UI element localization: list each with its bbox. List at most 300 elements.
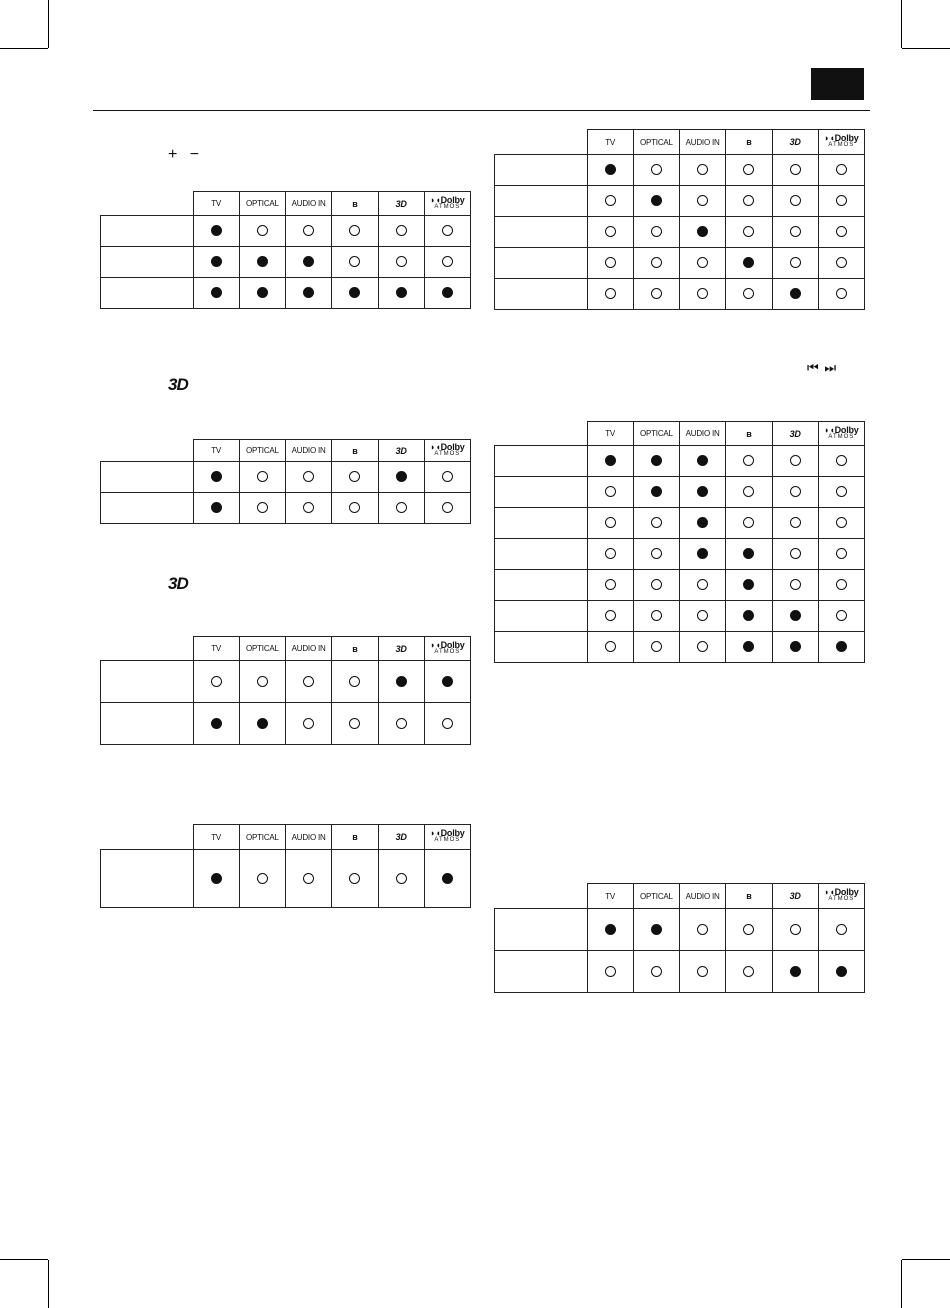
led-row	[495, 601, 865, 632]
led-off-indicator	[651, 257, 662, 268]
corner-cell	[495, 130, 588, 155]
led-cell	[239, 216, 285, 247]
dolby-atmos-logo	[430, 639, 465, 656]
led-off-indicator	[605, 641, 616, 652]
led-cell	[633, 279, 679, 310]
column-header	[680, 422, 726, 446]
column-header	[424, 637, 470, 661]
led-off-indicator	[396, 225, 407, 236]
led-cell	[332, 661, 378, 703]
led-on-indicator	[697, 548, 708, 559]
led-cell	[726, 632, 772, 663]
led-off-indicator	[396, 873, 407, 884]
led-off-indicator	[790, 486, 801, 497]
led-cell	[587, 951, 633, 993]
skip-icons	[807, 360, 833, 376]
column-header	[680, 884, 726, 909]
led-cell	[818, 217, 864, 248]
column-header-optical: OPTICAL	[245, 832, 279, 842]
led-table-eq-preset	[494, 421, 865, 663]
column-header	[286, 192, 332, 216]
led-off-indicator	[790, 195, 801, 206]
column-header	[378, 192, 424, 216]
led-off-indicator	[743, 924, 754, 935]
led-off-indicator	[790, 226, 801, 237]
column-header	[239, 825, 285, 850]
column-header	[726, 884, 772, 909]
led-cell	[818, 477, 864, 508]
column-header	[726, 422, 772, 446]
led-off-indicator	[349, 502, 360, 513]
led-row	[101, 493, 471, 524]
dolby-label: ◗◖Dolby	[430, 639, 465, 650]
led-on-indicator	[442, 287, 453, 298]
led-cell	[772, 446, 818, 477]
atmos-label: ATMOS	[828, 433, 855, 440]
led-off-indicator	[605, 257, 616, 268]
dolby-atmos-logo	[430, 194, 465, 211]
led-cell	[633, 477, 679, 508]
led-on-indicator	[349, 287, 360, 298]
led-on-indicator	[697, 517, 708, 528]
led-row	[495, 248, 865, 279]
led-on-indicator	[743, 641, 754, 652]
led-cell	[726, 909, 772, 951]
led-off-indicator	[697, 641, 708, 652]
led-cell	[378, 278, 424, 309]
column-header-optical: OPTICAL	[639, 137, 673, 147]
led-off-indicator	[257, 502, 268, 513]
led-cell	[680, 539, 726, 570]
led-cell	[332, 462, 378, 493]
column-header	[424, 192, 470, 216]
bluetooth-icon: ʙ	[746, 891, 752, 901]
column-header	[193, 825, 239, 850]
led-cell	[239, 278, 285, 309]
led-off-indicator	[442, 471, 453, 482]
led-row	[101, 247, 471, 278]
row-label-cell	[495, 446, 588, 477]
crop-mark	[48, 0, 49, 48]
led-off-indicator	[349, 225, 360, 236]
column-header-audio-in: AUDIO IN	[291, 644, 326, 653]
led-off-indicator	[743, 195, 754, 206]
3d-icon: 3D	[168, 375, 188, 394]
column-header-3d: 3D	[789, 891, 801, 901]
corner-cell	[101, 637, 194, 661]
led-cell	[772, 217, 818, 248]
column-header	[587, 422, 633, 446]
led-on-indicator	[605, 455, 616, 466]
led-off-indicator	[790, 164, 801, 175]
led-on-indicator	[743, 548, 754, 559]
column-header	[239, 192, 285, 216]
led-off-indicator	[697, 924, 708, 935]
led-off-indicator	[836, 517, 847, 528]
led-cell	[772, 279, 818, 310]
column-header-tv: TV	[211, 832, 222, 842]
led-off-indicator	[651, 966, 662, 977]
led-cell	[424, 661, 470, 703]
led-cell	[680, 248, 726, 279]
led-cell	[726, 446, 772, 477]
led-row	[495, 539, 865, 570]
led-off-indicator	[396, 502, 407, 513]
led-cell	[332, 216, 378, 247]
dolby-atmos-logo	[430, 830, 464, 844]
dolby-label: ◗◖Dolby	[824, 887, 859, 897]
led-off-indicator	[790, 257, 801, 268]
column-header	[378, 825, 424, 850]
led-on-indicator	[743, 610, 754, 621]
led-on-indicator	[211, 287, 222, 298]
led-off-indicator	[349, 256, 360, 267]
led-off-indicator	[743, 455, 754, 466]
led-cell	[587, 477, 633, 508]
led-off-indicator	[651, 579, 662, 590]
plus-icon: +	[168, 146, 178, 163]
led-cell	[587, 508, 633, 539]
led-off-indicator	[349, 718, 360, 729]
led-off-indicator	[790, 517, 801, 528]
led-off-indicator	[605, 288, 616, 299]
led-row	[101, 462, 471, 493]
led-cell	[633, 570, 679, 601]
led-off-indicator	[790, 579, 801, 590]
led-off-indicator	[349, 676, 360, 687]
led-cell	[378, 216, 424, 247]
led-cell	[286, 247, 332, 278]
led-off-indicator	[697, 288, 708, 299]
led-off-indicator	[697, 610, 708, 621]
led-on-indicator	[211, 718, 222, 729]
led-cell	[818, 279, 864, 310]
led-row	[495, 217, 865, 248]
led-on-indicator	[396, 287, 407, 298]
crop-mark	[902, 48, 950, 49]
bluetooth-icon: ʙ	[352, 832, 358, 842]
led-off-indicator	[605, 548, 616, 559]
led-cell	[680, 477, 726, 508]
led-off-indicator	[743, 288, 754, 299]
led-cell	[286, 661, 332, 703]
atmos-label: ATMOS	[828, 142, 855, 148]
led-off-indicator	[303, 873, 314, 884]
led-off-indicator	[836, 195, 847, 206]
led-off-indicator	[743, 164, 754, 175]
led-on-indicator	[651, 924, 662, 935]
led-cell	[378, 850, 424, 908]
led-off-indicator	[303, 471, 314, 482]
led-cell	[193, 462, 239, 493]
led-cell	[587, 248, 633, 279]
column-header-optical: OPTICAL	[245, 446, 279, 455]
column-header-3d: 3D	[789, 137, 801, 147]
led-off-indicator	[790, 455, 801, 466]
led-cell	[633, 601, 679, 632]
crop-mark	[901, 1260, 902, 1308]
led-cell	[633, 539, 679, 570]
column-header	[378, 637, 424, 661]
led-off-indicator	[605, 486, 616, 497]
row-label-cell	[495, 279, 588, 310]
led-off-indicator	[651, 164, 662, 175]
led-on-indicator	[743, 579, 754, 590]
bluetooth-icon: ʙ	[352, 643, 358, 654]
column-header-3d: 3D	[395, 643, 407, 654]
led-cell	[633, 217, 679, 248]
led-cell	[193, 216, 239, 247]
column-header	[193, 637, 239, 661]
led-cell	[286, 278, 332, 309]
led-off-indicator	[790, 924, 801, 935]
row-label-cell	[495, 951, 588, 993]
column-header-audio-in: AUDIO IN	[685, 137, 720, 147]
led-cell	[818, 570, 864, 601]
led-cell	[818, 539, 864, 570]
led-cell	[633, 186, 679, 217]
led-cell	[772, 570, 818, 601]
led-on-indicator	[303, 287, 314, 298]
led-on-indicator	[697, 455, 708, 466]
led-row	[101, 661, 471, 703]
led-off-indicator	[257, 471, 268, 482]
led-on-indicator	[211, 256, 222, 267]
led-cell	[239, 661, 285, 703]
dolby-label: ◗◖Dolby	[430, 194, 465, 205]
led-off-indicator	[605, 517, 616, 528]
led-row	[495, 632, 865, 663]
led-off-indicator	[303, 502, 314, 513]
led-cell	[587, 186, 633, 217]
led-off-indicator	[349, 873, 360, 884]
row-label-cell	[495, 248, 588, 279]
column-header	[332, 192, 378, 216]
column-header	[332, 825, 378, 850]
led-cell	[772, 508, 818, 539]
led-off-indicator	[836, 455, 847, 466]
led-cell	[726, 951, 772, 993]
led-off-indicator	[396, 718, 407, 729]
led-cell	[239, 493, 285, 524]
led-on-indicator	[790, 288, 801, 299]
led-on-indicator	[836, 966, 847, 977]
column-header	[239, 440, 285, 462]
led-off-indicator	[257, 873, 268, 884]
led-cell	[818, 909, 864, 951]
column-header-tv: TV	[605, 137, 616, 147]
row-label-cell	[495, 632, 588, 663]
led-off-indicator	[257, 676, 268, 687]
crop-mark	[902, 1259, 950, 1260]
led-cell	[818, 248, 864, 279]
header-rule	[93, 110, 870, 111]
led-row	[495, 477, 865, 508]
led-on-indicator	[442, 873, 453, 884]
led-off-indicator	[651, 641, 662, 652]
crop-mark	[901, 0, 902, 48]
led-cell	[633, 951, 679, 993]
led-cell	[772, 632, 818, 663]
column-header	[818, 130, 864, 155]
column-header-optical: OPTICAL	[245, 644, 279, 653]
row-label-cell	[101, 703, 194, 745]
dolby-label: ◗◖Dolby	[824, 133, 859, 143]
led-cell	[772, 186, 818, 217]
row-label-cell	[495, 477, 588, 508]
dolby-label: ◗◖Dolby	[824, 424, 859, 435]
led-cell	[378, 661, 424, 703]
corner-cell	[101, 825, 194, 850]
led-on-indicator	[257, 718, 268, 729]
led-off-indicator	[605, 226, 616, 237]
led-cell	[286, 216, 332, 247]
row-label-cell	[101, 462, 194, 493]
led-cell	[286, 850, 332, 908]
corner-cell	[495, 422, 588, 446]
crop-mark	[48, 1260, 49, 1308]
led-off-indicator	[442, 256, 453, 267]
column-header-audio-in: AUDIO IN	[685, 429, 720, 438]
led-off-indicator	[651, 610, 662, 621]
led-cell	[239, 247, 285, 278]
led-cell	[239, 462, 285, 493]
led-cell	[680, 217, 726, 248]
led-off-indicator	[396, 256, 407, 267]
led-on-indicator	[211, 502, 222, 513]
led-cell	[680, 632, 726, 663]
column-header	[680, 130, 726, 155]
led-cell	[633, 909, 679, 951]
row-label-cell	[495, 508, 588, 539]
led-off-indicator	[651, 548, 662, 559]
led-on-indicator	[211, 471, 222, 482]
led-off-indicator	[743, 486, 754, 497]
column-header-3d: 3D	[395, 198, 407, 209]
column-header-optical: OPTICAL	[245, 199, 279, 208]
atmos-label: ATMOS	[434, 203, 461, 210]
led-table-surround-3d-a	[100, 439, 471, 524]
led-cell	[587, 632, 633, 663]
led-row	[495, 570, 865, 601]
led-on-indicator	[790, 641, 801, 652]
corner-cell	[495, 884, 588, 909]
row-label-cell	[101, 247, 194, 278]
row-label-cell	[101, 493, 194, 524]
led-off-indicator	[303, 225, 314, 236]
crop-mark	[0, 1259, 48, 1260]
column-header	[587, 130, 633, 155]
led-off-indicator	[211, 676, 222, 687]
led-cell	[424, 493, 470, 524]
led-off-indicator	[836, 486, 847, 497]
led-cell	[587, 217, 633, 248]
led-cell	[587, 155, 633, 186]
column-header-audio-in: AUDIO IN	[291, 446, 326, 455]
column-header	[378, 440, 424, 462]
led-off-indicator	[836, 164, 847, 175]
column-header-tv: TV	[605, 429, 616, 438]
column-header-3d: 3D	[395, 832, 407, 842]
led-cell	[726, 570, 772, 601]
row-label-cell	[495, 217, 588, 248]
led-cell	[818, 446, 864, 477]
led-on-indicator	[442, 676, 453, 687]
column-header	[818, 884, 864, 909]
led-table-volume	[100, 191, 471, 309]
led-off-indicator	[836, 226, 847, 237]
column-header	[286, 637, 332, 661]
led-cell	[680, 155, 726, 186]
led-cell	[378, 493, 424, 524]
led-cell	[818, 186, 864, 217]
led-off-indicator	[605, 966, 616, 977]
led-on-indicator	[303, 256, 314, 267]
led-off-indicator	[836, 924, 847, 935]
led-on-indicator	[790, 966, 801, 977]
led-cell	[680, 909, 726, 951]
led-on-indicator	[605, 924, 616, 935]
row-label-cell	[495, 539, 588, 570]
led-on-indicator	[257, 287, 268, 298]
led-cell	[332, 247, 378, 278]
led-cell	[239, 850, 285, 908]
column-header-tv: TV	[211, 199, 222, 208]
row-label-cell	[495, 909, 588, 951]
led-off-indicator	[697, 164, 708, 175]
led-row	[495, 909, 865, 951]
previous-icon: ⏮	[807, 360, 816, 375]
led-on-indicator	[697, 486, 708, 497]
led-cell	[726, 155, 772, 186]
led-row	[495, 186, 865, 217]
led-cell	[726, 508, 772, 539]
led-cell	[726, 539, 772, 570]
led-cell	[726, 217, 772, 248]
row-label-cell	[101, 216, 194, 247]
led-off-indicator	[349, 471, 360, 482]
column-header-tv: TV	[211, 446, 222, 455]
volume-icon	[168, 146, 199, 164]
crop-mark	[0, 48, 48, 49]
led-cell	[680, 446, 726, 477]
column-header	[633, 884, 679, 909]
led-on-indicator	[396, 471, 407, 482]
led-cell	[587, 279, 633, 310]
led-on-indicator	[651, 195, 662, 206]
corner-cell	[101, 192, 194, 216]
row-label-cell	[495, 570, 588, 601]
column-header	[772, 422, 818, 446]
led-cell	[378, 703, 424, 745]
led-cell	[680, 951, 726, 993]
atmos-label: ATMOS	[828, 896, 855, 902]
column-header	[772, 130, 818, 155]
led-cell	[424, 278, 470, 309]
led-off-indicator	[442, 718, 453, 729]
column-header-3d: 3D	[789, 428, 801, 439]
led-cell	[726, 279, 772, 310]
column-header	[193, 192, 239, 216]
led-on-indicator	[651, 455, 662, 466]
led-cell	[193, 850, 239, 908]
led-cell	[193, 703, 239, 745]
led-off-indicator	[651, 517, 662, 528]
led-row	[495, 446, 865, 477]
led-off-indicator	[743, 966, 754, 977]
led-cell	[818, 951, 864, 993]
led-cell	[680, 279, 726, 310]
